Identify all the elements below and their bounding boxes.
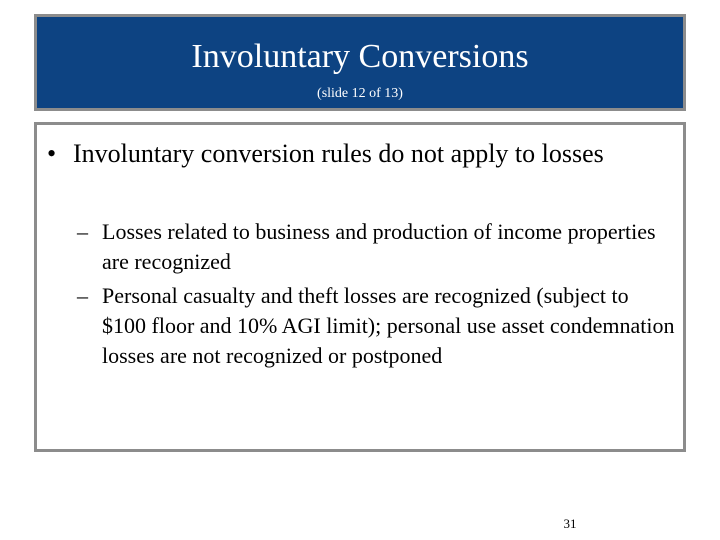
sub-bullet-item bbox=[77, 217, 677, 277]
slide-title-banner bbox=[34, 14, 686, 111]
sub-bullet-text: Losses related to business and production of income properties are recognized bbox=[102, 219, 656, 274]
sub-bullet-text: Personal casualty and theft losses are recognized (subject to $100 floor and 10% AGI limit); personal use asset condemnation losses are not recognized or postponed bbox=[102, 283, 675, 368]
slide-subtitle: (slide 12 of 13) bbox=[317, 86, 403, 101]
sub-bullet-item bbox=[77, 281, 677, 371]
main-bullet-text: Involuntary conversion rules do not apply to losses bbox=[73, 139, 604, 168]
slide-title: Involuntary Conversions bbox=[191, 38, 529, 75]
bullet-marker: • bbox=[47, 139, 57, 168]
main-bullet bbox=[47, 137, 672, 171]
slide-content-box bbox=[34, 122, 686, 452]
page-number: 31 bbox=[563, 516, 577, 531]
dash-marker: – bbox=[77, 283, 88, 308]
sub-bullet-list bbox=[77, 217, 677, 375]
dash-marker: – bbox=[77, 219, 88, 244]
